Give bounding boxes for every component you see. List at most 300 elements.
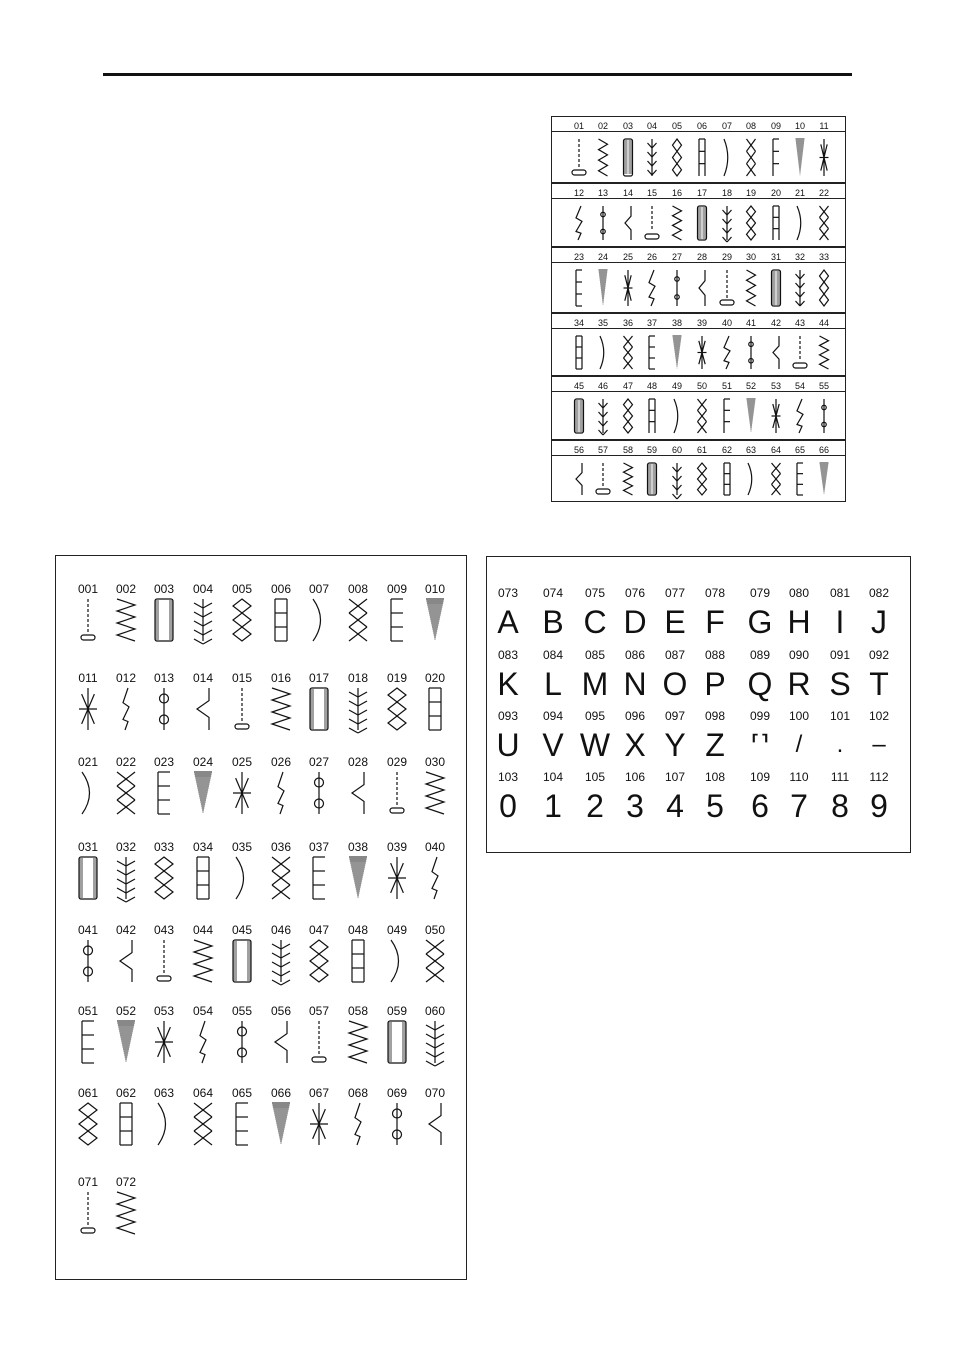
stitch-number: 037 bbox=[308, 840, 330, 854]
stitch-number: 027 bbox=[308, 755, 330, 769]
letter-glyph: / bbox=[795, 731, 803, 758]
stitch-symbol bbox=[391, 940, 399, 982]
letter-number: 089 bbox=[749, 648, 771, 662]
stitch-number: 009 bbox=[386, 582, 408, 596]
letter-number: 094 bbox=[542, 709, 564, 723]
stitch-number: 045 bbox=[231, 923, 253, 937]
stitch-symbol bbox=[748, 463, 752, 495]
table-row bbox=[552, 184, 845, 248]
stitch-symbol bbox=[793, 336, 807, 368]
stitch-number: 27 bbox=[671, 252, 682, 262]
stitch-number: 61 bbox=[696, 445, 707, 455]
letter-glyph: 2 bbox=[586, 788, 604, 824]
stitch-number: 016 bbox=[270, 671, 292, 685]
stitch-symbol bbox=[272, 688, 290, 730]
stitch-symbol bbox=[391, 599, 403, 641]
letter-number: 083 bbox=[497, 648, 519, 662]
stitch-symbols bbox=[56, 556, 466, 1279]
stitch-symbol bbox=[194, 599, 212, 644]
stitch-number: 66 bbox=[818, 445, 829, 455]
letter-glyph: D bbox=[623, 604, 647, 640]
letter-number: 097 bbox=[664, 709, 686, 723]
stitch-symbol bbox=[349, 688, 367, 733]
stitch-symbol bbox=[158, 1103, 166, 1145]
letter-number: 098 bbox=[704, 709, 726, 723]
table-row bbox=[552, 314, 845, 377]
letter-number: 100 bbox=[788, 709, 810, 723]
stitch-number: 29 bbox=[721, 252, 732, 262]
stitch-symbol bbox=[117, 772, 135, 814]
stitch-number: 018 bbox=[347, 671, 369, 685]
stitch-symbol bbox=[820, 206, 829, 240]
stitch-symbol bbox=[426, 772, 444, 814]
letter-number: 103 bbox=[497, 770, 519, 784]
stitch-number: 017 bbox=[308, 671, 330, 685]
stitch-symbol bbox=[773, 206, 779, 240]
stitch-number: 02 bbox=[597, 121, 608, 131]
stitch-symbol bbox=[820, 336, 829, 369]
stitch-number: 12 bbox=[573, 188, 584, 198]
letter-glyph: ⸢⸣ bbox=[750, 731, 770, 758]
stitch-number: 37 bbox=[646, 318, 657, 328]
letter-number: 079 bbox=[749, 586, 771, 600]
stitch-symbol bbox=[600, 336, 604, 369]
letter-glyph: V bbox=[542, 727, 564, 763]
stitch-symbol bbox=[820, 463, 829, 495]
stitch-number: 058 bbox=[347, 1004, 369, 1018]
stitch-symbol bbox=[233, 772, 251, 814]
stitch-number: 054 bbox=[192, 1004, 214, 1018]
stitch-number: 63 bbox=[745, 445, 756, 455]
stitch-symbol bbox=[673, 139, 682, 176]
letter-glyph: G bbox=[747, 604, 773, 640]
stitch-symbol bbox=[820, 139, 829, 176]
stitch-symbol bbox=[773, 336, 779, 369]
stitch-number: 015 bbox=[231, 671, 253, 685]
stitch-symbol bbox=[236, 1103, 248, 1145]
letter-glyph: 8 bbox=[831, 788, 849, 824]
stitch-symbol bbox=[349, 599, 367, 641]
alphabet-panel bbox=[486, 556, 911, 853]
stitch-number: 39 bbox=[696, 318, 707, 328]
stitch-number: 065 bbox=[231, 1086, 253, 1100]
stitch-symbol bbox=[674, 399, 678, 433]
stitch-symbol bbox=[312, 1021, 326, 1062]
stitch-number: 031 bbox=[77, 840, 99, 854]
letter-glyph: F bbox=[705, 604, 725, 640]
letter-number: 080 bbox=[788, 586, 810, 600]
letter-number: 104 bbox=[542, 770, 564, 784]
stitch-number-table bbox=[551, 116, 846, 502]
letter-number: 109 bbox=[749, 770, 771, 784]
stitch-number: 30 bbox=[745, 252, 756, 262]
stitch-symbol bbox=[724, 139, 728, 176]
stitch-number: 035 bbox=[231, 840, 253, 854]
stitch-symbol bbox=[117, 599, 135, 641]
table-row bbox=[552, 117, 845, 184]
letter-number: 092 bbox=[868, 648, 890, 662]
stitch-number: 040 bbox=[424, 840, 446, 854]
stitch-number: 066 bbox=[270, 1086, 292, 1100]
stitch-symbol bbox=[596, 463, 610, 494]
stitch-symbol bbox=[236, 857, 244, 899]
stitch-symbol bbox=[624, 270, 633, 306]
stitch-symbol bbox=[673, 206, 682, 240]
stitch-number: 46 bbox=[597, 381, 608, 391]
stitch-number: 012 bbox=[115, 671, 137, 685]
stitch-number: 31 bbox=[770, 252, 781, 262]
letter-number: 106 bbox=[624, 770, 646, 784]
stitch-symbol bbox=[576, 206, 582, 240]
stitch-symbol bbox=[426, 940, 444, 982]
stitch-symbol bbox=[649, 399, 655, 433]
letter-number: 085 bbox=[584, 648, 606, 662]
stitch-symbol bbox=[155, 1021, 173, 1063]
stitch-symbol bbox=[120, 1103, 132, 1145]
stitch-symbol bbox=[117, 1192, 135, 1234]
letter-glyph: P bbox=[704, 666, 726, 702]
stitch-number: 024 bbox=[192, 755, 214, 769]
letter-number: 093 bbox=[497, 709, 519, 723]
letter-glyph: J bbox=[871, 604, 887, 640]
stitch-number: 059 bbox=[386, 1004, 408, 1018]
stitch-symbol bbox=[197, 857, 209, 899]
stitch-number: 65 bbox=[794, 445, 805, 455]
stitch-symbol bbox=[624, 336, 633, 369]
stitch-number: 56 bbox=[573, 445, 584, 455]
letter-number: 091 bbox=[829, 648, 851, 662]
stitch-number: 62 bbox=[721, 445, 732, 455]
stitch-number: 005 bbox=[231, 582, 253, 596]
stitch-symbol bbox=[388, 1021, 406, 1063]
letter-glyph: H bbox=[787, 604, 811, 640]
stitch-number: 050 bbox=[424, 923, 446, 937]
stitch-number: 048 bbox=[347, 923, 369, 937]
letter-glyph: Z bbox=[705, 727, 725, 763]
letter-number: 102 bbox=[868, 709, 890, 723]
stitch-symbol bbox=[747, 139, 756, 176]
stitch-symbol bbox=[720, 270, 734, 305]
stitch-number: 013 bbox=[153, 671, 175, 685]
stitch-symbol bbox=[673, 336, 682, 368]
stitch-number: 028 bbox=[347, 755, 369, 769]
letter-number: 076 bbox=[624, 586, 646, 600]
letter-glyph: Q bbox=[747, 666, 773, 702]
stitch-number: 20 bbox=[770, 188, 781, 198]
letter-number: 088 bbox=[704, 648, 726, 662]
stitch-symbol bbox=[724, 399, 730, 433]
stitch-symbol bbox=[796, 139, 805, 175]
stitch-symbol bbox=[429, 1103, 441, 1145]
stitch-symbol bbox=[649, 336, 655, 369]
stitch-symbol bbox=[194, 940, 212, 982]
letter-glyph: 4 bbox=[666, 788, 684, 824]
letter-number: 110 bbox=[789, 770, 809, 784]
letter-number: 101 bbox=[829, 709, 851, 723]
stitch-symbol bbox=[673, 463, 682, 499]
stitch-number: 17 bbox=[696, 188, 707, 198]
stitch-number: 05 bbox=[671, 121, 682, 131]
letter-glyph: B bbox=[542, 604, 564, 640]
stitch-number: 34 bbox=[573, 318, 584, 328]
stitch-number: 021 bbox=[77, 755, 99, 769]
stitch-number: 049 bbox=[386, 923, 408, 937]
stitch-symbol bbox=[601, 206, 606, 240]
letter-number: 086 bbox=[624, 648, 646, 662]
stitch-symbol bbox=[572, 139, 586, 175]
stitch-symbol bbox=[117, 857, 135, 902]
stitch-symbol bbox=[698, 336, 707, 369]
stitch-number: 030 bbox=[424, 755, 446, 769]
stitch-symbol bbox=[699, 270, 705, 306]
stitch-symbol bbox=[624, 399, 633, 433]
stitch-symbol bbox=[349, 857, 367, 899]
stitch-symbol bbox=[79, 1103, 97, 1145]
letter-glyph: 5 bbox=[706, 788, 724, 824]
stitch-symbol bbox=[82, 772, 90, 814]
letter-glyph: C bbox=[583, 604, 607, 640]
stitch-number: 41 bbox=[745, 318, 756, 328]
stitch-symbol bbox=[576, 336, 582, 369]
stitch-symbol bbox=[773, 139, 779, 176]
stitch-number: 51 bbox=[721, 381, 732, 391]
stitch-symbol bbox=[747, 206, 756, 240]
stitch-symbol bbox=[352, 772, 364, 814]
stitch-number: 070 bbox=[424, 1086, 446, 1100]
stitch-symbols bbox=[552, 330, 845, 377]
stitch-number: 54 bbox=[794, 381, 805, 391]
stitch-symbol bbox=[576, 270, 582, 306]
stitch-number: 003 bbox=[153, 582, 175, 596]
stitch-number: 18 bbox=[721, 188, 732, 198]
stitch-symbol bbox=[349, 1021, 367, 1063]
stitch-number: 007 bbox=[308, 582, 330, 596]
stitch-number: 21 bbox=[794, 188, 805, 198]
letter-glyph: U bbox=[496, 727, 520, 763]
stitch-number: 19 bbox=[745, 188, 756, 198]
stitch-number: 47 bbox=[622, 381, 633, 391]
letter-number: 107 bbox=[664, 770, 686, 784]
stitch-symbol bbox=[624, 139, 633, 176]
letter-glyph: R bbox=[787, 666, 811, 702]
stitch-number: 025 bbox=[231, 755, 253, 769]
stitch-symbol bbox=[272, 1103, 290, 1145]
stitch-number: 042 bbox=[115, 923, 137, 937]
stitch-symbol bbox=[117, 1021, 135, 1063]
letter-glyph: 3 bbox=[626, 788, 644, 824]
stitch-symbols bbox=[552, 457, 845, 503]
stitch-symbol bbox=[194, 772, 212, 814]
stitch-number: 053 bbox=[153, 1004, 175, 1018]
stitch-number: 068 bbox=[347, 1086, 369, 1100]
stitch-number: 002 bbox=[115, 582, 137, 596]
letter-glyph: I bbox=[835, 604, 845, 640]
letter-glyph: 7 bbox=[790, 788, 808, 824]
letter-number: 111 bbox=[830, 770, 850, 784]
stitch-symbols bbox=[552, 393, 845, 441]
stitch-symbol bbox=[648, 139, 657, 176]
stitch-number: 50 bbox=[696, 381, 707, 391]
letter-number: 095 bbox=[584, 709, 606, 723]
stitch-number: 32 bbox=[794, 252, 805, 262]
table-row bbox=[552, 248, 845, 314]
letter-glyph: T bbox=[869, 666, 889, 702]
stitch-symbol bbox=[772, 399, 781, 433]
stitch-number: 48 bbox=[646, 381, 657, 391]
stitch-number: 026 bbox=[270, 755, 292, 769]
stitch-symbol bbox=[724, 336, 730, 369]
stitch-symbol bbox=[772, 270, 781, 306]
letter-number: 082 bbox=[868, 586, 890, 600]
stitch-symbol bbox=[772, 463, 781, 495]
stitch-number: 020 bbox=[424, 671, 446, 685]
letter-number: 096 bbox=[624, 709, 646, 723]
stitch-symbol bbox=[157, 940, 171, 981]
stitch-symbol bbox=[272, 857, 290, 899]
stitch-symbol bbox=[675, 270, 680, 306]
stitch-number: 039 bbox=[386, 840, 408, 854]
stitch-number: 43 bbox=[794, 318, 805, 328]
stitch-number: 16 bbox=[671, 188, 682, 198]
letter-number: 074 bbox=[542, 586, 564, 600]
stitch-number: 60 bbox=[671, 445, 682, 455]
stitch-symbol bbox=[310, 688, 328, 730]
stitch-number: 034 bbox=[192, 840, 214, 854]
stitch-number: 001 bbox=[77, 582, 99, 596]
table-row bbox=[552, 441, 845, 503]
letter-glyph: A bbox=[497, 604, 519, 640]
stitch-symbol bbox=[352, 940, 364, 982]
stitch-number: 029 bbox=[386, 755, 408, 769]
letter-glyph: L bbox=[544, 666, 562, 702]
letter-glyph: 0 bbox=[499, 788, 517, 824]
stitch-number: 10 bbox=[794, 121, 805, 131]
stitch-number: 022 bbox=[115, 755, 137, 769]
stitch-number: 006 bbox=[270, 582, 292, 596]
stitch-number: 40 bbox=[721, 318, 732, 328]
stitch-number: 011 bbox=[78, 671, 98, 685]
letter-glyph: M bbox=[581, 666, 609, 702]
stitch-number: 023 bbox=[153, 755, 175, 769]
stitch-symbol bbox=[313, 857, 325, 899]
stitch-symbol bbox=[698, 206, 707, 240]
stitch-number: 052 bbox=[115, 1004, 137, 1018]
letter-glyph: – bbox=[872, 731, 886, 758]
stitch-symbol bbox=[313, 599, 321, 641]
stitch-symbol bbox=[429, 688, 441, 730]
stitch-number: 010 bbox=[424, 582, 446, 596]
letter-glyph: . bbox=[836, 731, 844, 758]
stitch-symbol bbox=[238, 1021, 247, 1063]
stitch-number: 060 bbox=[424, 1004, 446, 1018]
stitch-symbol bbox=[432, 857, 438, 899]
letter-number: 087 bbox=[664, 648, 686, 662]
stitch-symbol bbox=[197, 688, 209, 730]
stitch-symbol bbox=[194, 1103, 212, 1145]
stitch-number: 11 bbox=[819, 121, 829, 131]
stitch-symbol bbox=[426, 1021, 444, 1066]
stitch-number: 24 bbox=[597, 252, 608, 262]
stitch-symbol bbox=[355, 1103, 361, 1145]
letter-glyph: N bbox=[623, 666, 647, 702]
letter-number: 108 bbox=[704, 770, 726, 784]
stitch-number: 49 bbox=[671, 381, 682, 391]
stitch-number: 041 bbox=[77, 923, 99, 937]
stitch-symbol bbox=[599, 139, 608, 176]
stitch-number: 019 bbox=[386, 671, 408, 685]
stitch-symbol bbox=[797, 399, 803, 433]
stitch-number: 063 bbox=[153, 1086, 175, 1100]
stitch-number: 057 bbox=[308, 1004, 330, 1018]
header-rule bbox=[103, 73, 852, 76]
stitch-symbol bbox=[278, 772, 284, 814]
stitch-number: 35 bbox=[597, 318, 608, 328]
stitch-symbol bbox=[79, 688, 97, 730]
stitch-number: 15 bbox=[646, 188, 657, 198]
stitch-symbol bbox=[315, 772, 324, 814]
stitch-number: 57 bbox=[597, 445, 608, 455]
stitch-symbol bbox=[393, 1103, 402, 1145]
stitch-symbol bbox=[575, 399, 584, 433]
letter-glyph: 1 bbox=[544, 788, 562, 824]
stitch-number: 33 bbox=[818, 252, 829, 262]
stitch-number: 52 bbox=[745, 381, 756, 391]
stitch-symbol bbox=[599, 399, 608, 435]
stitch-number: 069 bbox=[386, 1086, 408, 1100]
stitch-number: 044 bbox=[192, 923, 214, 937]
stitch-symbol bbox=[155, 857, 173, 899]
stitch-symbol bbox=[747, 399, 756, 433]
stitch-symbol bbox=[648, 463, 657, 495]
stitch-symbol bbox=[649, 270, 655, 306]
letter-glyph: 6 bbox=[751, 788, 769, 824]
letter-number: 073 bbox=[497, 586, 519, 600]
stitch-number: 07 bbox=[721, 121, 732, 131]
letter-glyph: E bbox=[664, 604, 686, 640]
stitch-symbol bbox=[81, 599, 95, 640]
stitch-symbol bbox=[698, 399, 707, 433]
stitch-symbol bbox=[310, 1103, 328, 1145]
stitch-number: 58 bbox=[622, 445, 633, 455]
stitch-symbol bbox=[200, 1021, 206, 1063]
stitch-number: 055 bbox=[231, 1004, 253, 1018]
letter-number: 099 bbox=[749, 709, 771, 723]
stitch-symbol bbox=[160, 688, 169, 730]
stitch-number: 28 bbox=[696, 252, 707, 262]
stitch-number: 42 bbox=[770, 318, 781, 328]
stitch-pattern-panel bbox=[55, 555, 467, 1280]
stitch-symbol bbox=[749, 336, 754, 369]
stitch-number: 38 bbox=[671, 318, 682, 328]
letter-glyph: Y bbox=[664, 727, 686, 763]
stitch-number: 08 bbox=[745, 121, 756, 131]
stitch-symbol bbox=[699, 139, 705, 176]
letter-number: 090 bbox=[788, 648, 810, 662]
stitch-number: 032 bbox=[115, 840, 137, 854]
letter-glyph: 9 bbox=[870, 788, 888, 824]
letter-number: 078 bbox=[704, 586, 726, 600]
letter-glyph: W bbox=[579, 727, 611, 763]
stitch-number: 22 bbox=[818, 188, 829, 198]
stitch-symbol bbox=[233, 940, 251, 982]
stitch-symbol bbox=[123, 688, 129, 730]
stitch-symbol bbox=[79, 857, 97, 899]
letter-number: 112 bbox=[869, 770, 889, 784]
stitch-number: 03 bbox=[622, 121, 633, 131]
stitch-number: 45 bbox=[573, 381, 584, 391]
stitch-number: 14 bbox=[622, 188, 633, 198]
stitch-number: 01 bbox=[573, 121, 584, 131]
